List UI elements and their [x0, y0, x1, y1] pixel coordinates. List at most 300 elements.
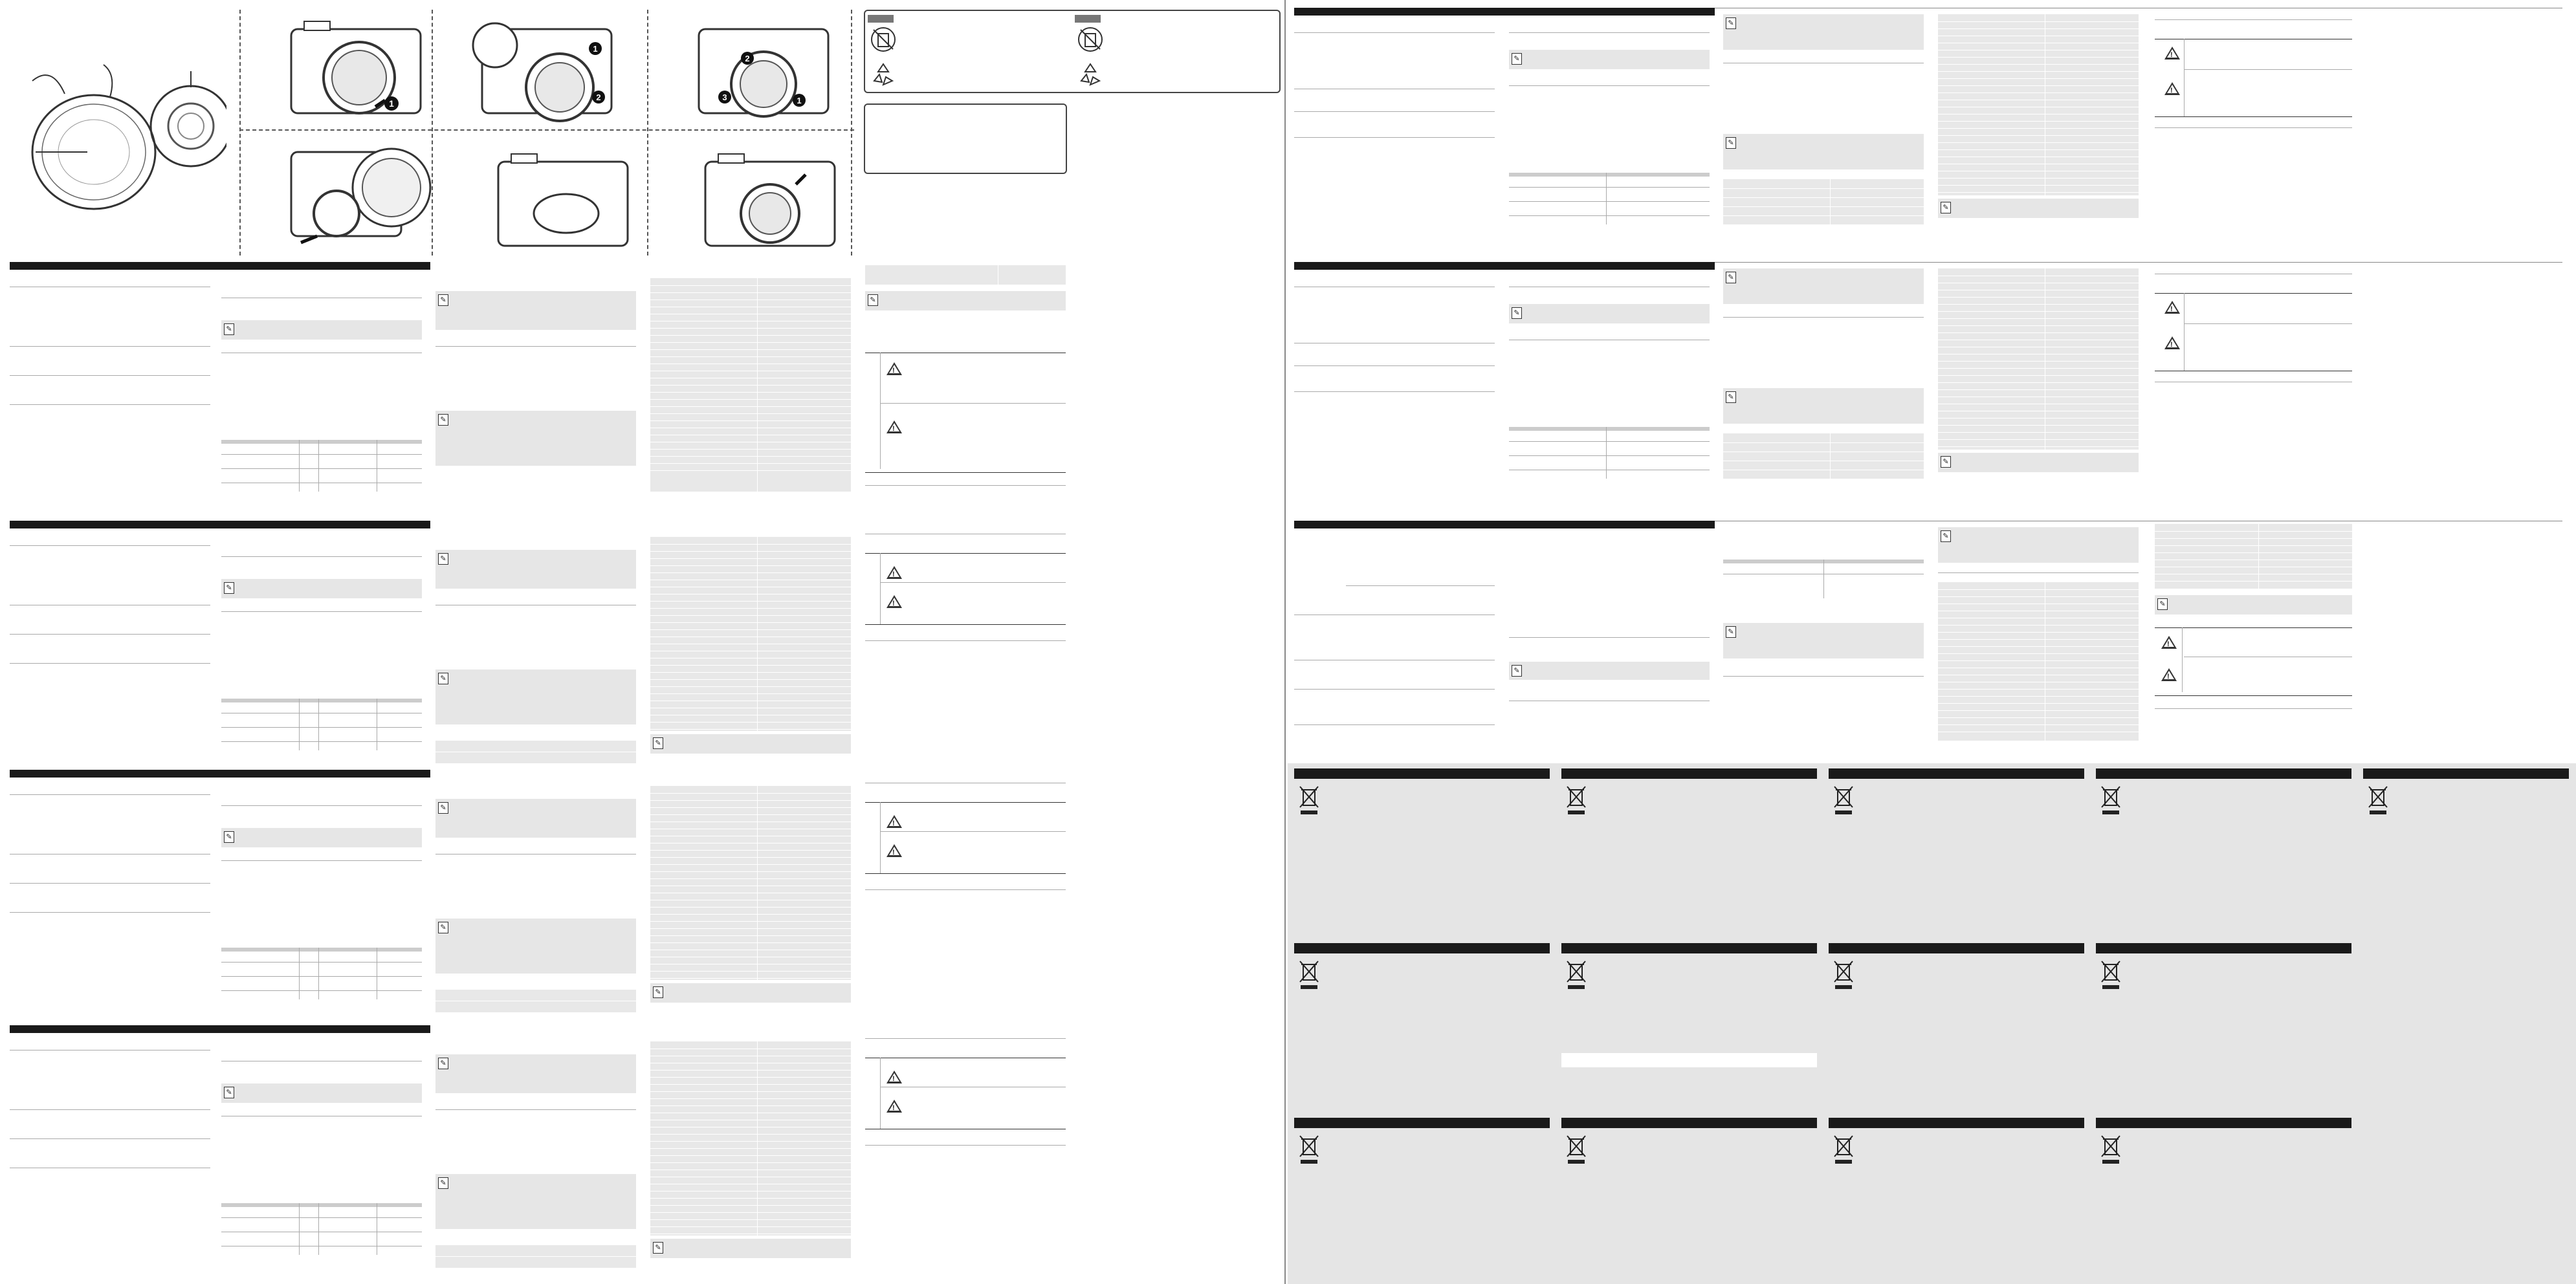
note-box — [1509, 662, 1710, 680]
text-rule — [1509, 32, 1710, 33]
text-rule — [1715, 262, 2562, 263]
table-row-rule — [650, 1162, 851, 1163]
warning-mark: ! — [2170, 87, 2173, 94]
text-rule — [865, 1145, 1066, 1146]
note-box — [221, 1083, 422, 1103]
table-row-rule — [650, 572, 851, 573]
table-row-rule — [1938, 703, 2139, 704]
table-row-rule — [1938, 689, 2139, 690]
note-box — [1723, 623, 1924, 658]
rule — [2155, 627, 2352, 628]
notice-header-bar — [1561, 943, 1817, 953]
text-rule — [10, 1109, 210, 1110]
table-row-rule — [650, 299, 851, 300]
table-row-rule — [650, 285, 851, 286]
table-row-rule — [650, 1077, 851, 1078]
warning-mark: ! — [892, 820, 895, 827]
section-header-bar — [10, 770, 430, 778]
table-row-rule — [1938, 332, 2139, 333]
table-row-rule — [1938, 64, 2139, 65]
text-rule — [1723, 317, 1924, 318]
table-row-rule — [1723, 215, 1924, 216]
text-rule — [880, 831, 1066, 832]
camera-step-illustration — [692, 149, 861, 259]
illustration-strip — [0, 0, 854, 257]
table-row-rule — [650, 1155, 851, 1156]
table-row-rule — [1938, 318, 2139, 319]
section-header-bar — [1294, 262, 1715, 270]
table-row-rule — [1938, 389, 2139, 390]
note-icon: ✎ — [653, 986, 663, 998]
table-row-rule — [650, 686, 851, 687]
note-box — [435, 291, 636, 330]
table-col-rule — [299, 1203, 300, 1255]
note-box — [435, 1174, 636, 1229]
table-row-rule — [650, 449, 851, 450]
language-section — [10, 770, 1281, 1016]
note-box — [2155, 595, 2352, 615]
spec-table — [650, 537, 851, 731]
table-row-rule — [650, 1219, 851, 1220]
text-rule — [435, 1109, 636, 1110]
note-box — [221, 579, 422, 598]
crossed-bin-icon — [1077, 25, 1103, 54]
table-row-rule — [1938, 149, 2139, 150]
table-row-rule — [650, 551, 851, 552]
text-rule — [221, 556, 422, 557]
table-row-rule — [1723, 442, 1924, 443]
crossed-bin-icon — [1298, 1134, 1320, 1165]
table-row-rule — [1938, 28, 2139, 29]
table-col-rule — [757, 278, 758, 492]
summary-table — [435, 1245, 636, 1268]
note-icon: ✎ — [438, 802, 448, 814]
table-col-rule — [880, 802, 881, 873]
table-row-rule — [1938, 382, 2139, 383]
note-icon: ✎ — [224, 582, 234, 594]
note-icon: ✎ — [1941, 456, 1951, 468]
note-box — [435, 411, 636, 466]
table-row-rule — [650, 413, 851, 414]
spec-table — [1938, 268, 2139, 450]
table-col-rule — [1606, 173, 1607, 224]
note-box — [435, 550, 636, 589]
section-header-bar — [10, 521, 430, 528]
text-rule — [865, 640, 1066, 641]
table-row-rule — [1938, 297, 2139, 298]
notice-header-bar — [1561, 1118, 1817, 1128]
table-row-rule — [650, 921, 851, 922]
text-rule — [10, 794, 210, 795]
language-section — [1294, 521, 2566, 754]
table-row-rule — [221, 1217, 422, 1218]
table-col-rule — [757, 1041, 758, 1235]
crossed-bin-icon — [2367, 785, 2389, 816]
text-rule — [2155, 708, 2352, 709]
table-row-rule — [1938, 375, 2139, 376]
table-row-rule — [1723, 197, 1924, 198]
table-row-rule — [1938, 432, 2139, 433]
section-header-bar — [1294, 8, 1715, 16]
camera-step-illustration — [485, 149, 654, 259]
table-row-rule — [1938, 589, 2139, 590]
table-row-rule — [1509, 187, 1710, 188]
table-header — [221, 440, 422, 444]
crossed-bin-icon — [1833, 1134, 1855, 1165]
rule — [865, 472, 1066, 473]
spec-table — [1723, 560, 1924, 598]
language-section — [10, 262, 1281, 508]
note-box — [435, 669, 636, 724]
table-row-rule — [1938, 311, 2139, 312]
rule — [2155, 116, 2352, 117]
text-rule — [2184, 69, 2352, 70]
crossed-bin-icon — [1565, 1134, 1587, 1165]
table-row-rule — [1938, 717, 2139, 718]
notice-header-bar — [1294, 943, 1550, 953]
table-row-rule — [2155, 531, 2352, 532]
table-row-rule — [650, 814, 851, 815]
table-row-rule — [1938, 142, 2139, 143]
spec-table — [221, 1203, 422, 1255]
text-rule — [1294, 689, 1495, 690]
table-row-rule — [650, 470, 851, 471]
table-row-rule — [650, 1198, 851, 1199]
table-row-rule — [650, 406, 851, 407]
blank-strip — [1561, 1053, 1817, 1067]
warning-mark: ! — [892, 367, 895, 375]
table-row-rule — [650, 1134, 851, 1135]
text-rule — [2184, 323, 2352, 324]
table-row-rule — [1938, 361, 2139, 362]
table-row-rule — [1938, 92, 2139, 93]
camera-step-illustration — [686, 16, 854, 126]
table-row-rule — [1723, 206, 1924, 207]
table-row-rule — [650, 942, 851, 943]
step-number: 1 — [593, 44, 598, 54]
text-rule — [10, 912, 210, 913]
note-icon: ✎ — [438, 673, 448, 684]
table-row-rule — [650, 558, 851, 559]
table-row-rule — [1938, 696, 2139, 697]
text-rule — [1294, 391, 1495, 392]
table-row-rule — [221, 976, 422, 977]
table-row-rule — [2155, 552, 2352, 553]
text-rule — [435, 346, 636, 347]
warning-mark: ! — [892, 849, 895, 856]
table-row-rule — [650, 565, 851, 566]
warning-mark: ! — [2170, 341, 2173, 349]
text-rule — [1938, 572, 2139, 573]
table-row-rule — [650, 800, 851, 801]
rule — [2155, 695, 2352, 696]
table-row-rule — [2155, 545, 2352, 546]
table-header — [1509, 427, 1710, 431]
notice-header-bar — [2096, 1118, 2351, 1128]
table-col-rule — [2184, 293, 2185, 371]
table-row-rule — [650, 385, 851, 386]
section-header-bar — [1294, 521, 1715, 528]
note-box — [1723, 388, 1924, 424]
table-row-rule — [650, 456, 851, 457]
text-rule — [2155, 127, 2352, 128]
table-row-rule — [650, 1212, 851, 1213]
table-row-rule — [1938, 121, 2139, 122]
text-rule — [865, 1038, 1066, 1039]
label-tab — [1075, 15, 1101, 23]
warning-mark: ! — [892, 571, 895, 578]
crossed-bin-icon — [1833, 785, 1855, 816]
note-icon: ✎ — [224, 831, 234, 843]
notice-header-bar — [1294, 768, 1550, 779]
spec-table — [1938, 14, 2139, 195]
table-row-rule — [650, 665, 851, 666]
table-row-rule — [1938, 596, 2139, 597]
table-row-rule — [435, 1256, 636, 1257]
note-icon: ✎ — [653, 737, 663, 749]
table-row-rule — [1938, 57, 2139, 58]
table-row-rule — [221, 741, 422, 742]
table-row-rule — [650, 335, 851, 336]
spec-table — [1938, 582, 2139, 741]
label-tab — [868, 15, 894, 23]
table-row-rule — [650, 1098, 851, 1099]
table-row-rule — [1938, 639, 2139, 640]
table-col-rule — [299, 699, 300, 750]
text-rule — [880, 403, 1066, 404]
table-row-rule — [1938, 185, 2139, 186]
divider — [239, 10, 241, 256]
text-rule — [10, 1138, 210, 1139]
table-col-rule — [757, 537, 758, 731]
notice-header-bar — [1829, 943, 2084, 953]
table-row-rule — [2155, 581, 2352, 582]
table-row-rule — [1938, 304, 2139, 305]
text-rule — [10, 663, 210, 664]
language-section — [10, 1025, 1281, 1271]
step-number: 1 — [389, 98, 394, 109]
text-rule — [10, 883, 210, 884]
table-row-rule — [650, 807, 851, 808]
lens-diagram — [6, 26, 226, 233]
note-box — [221, 320, 422, 340]
info-box — [864, 103, 1067, 174]
table-row-rule — [650, 1226, 851, 1227]
rule — [865, 802, 1066, 803]
table-row-rule — [650, 1141, 851, 1142]
table-col-rule — [2182, 627, 2183, 692]
table-row-rule — [1938, 325, 2139, 326]
note-icon: ✎ — [1726, 137, 1736, 149]
text-rule — [10, 545, 210, 546]
table-col-rule — [2184, 39, 2185, 116]
warning-mark: ! — [2167, 673, 2170, 680]
recycle-icon — [870, 61, 896, 87]
note-icon: ✎ — [438, 922, 448, 933]
disposal-column — [865, 11, 1066, 92]
warning-mark: ! — [2170, 51, 2173, 59]
table-row-rule — [1938, 128, 2139, 129]
table-row-rule — [1938, 724, 2139, 725]
table-row-rule — [650, 978, 851, 979]
table-col-rule — [318, 948, 319, 999]
text-rule — [1294, 365, 1495, 366]
table-col-rule — [299, 440, 300, 492]
table-row-rule — [650, 914, 851, 915]
table-header — [221, 948, 422, 952]
crossed-bin-icon — [2100, 959, 2122, 990]
note-box — [1509, 304, 1710, 323]
note-icon: ✎ — [438, 414, 448, 426]
table-col-rule — [1823, 560, 1824, 598]
table-row-rule — [1509, 201, 1710, 202]
language-section — [1294, 8, 2566, 254]
table-col-rule — [1830, 433, 1831, 479]
table-row-rule — [650, 544, 851, 545]
table-row-rule — [650, 693, 851, 694]
table-row-rule — [650, 928, 851, 929]
spec-table — [650, 1041, 851, 1235]
table-row-rule — [650, 793, 851, 794]
table-row-rule — [650, 935, 851, 936]
text-rule — [865, 889, 1066, 890]
text-rule — [221, 805, 422, 806]
table-row-rule — [1938, 625, 2139, 626]
text-rule — [1509, 85, 1710, 86]
note-box — [650, 734, 851, 754]
table-row-rule — [1938, 368, 2139, 369]
table-row-rule — [650, 729, 851, 730]
table-row-rule — [2155, 538, 2352, 539]
table-row-rule — [650, 463, 851, 464]
note-box — [1938, 527, 2139, 563]
table-row-rule — [1938, 418, 2139, 419]
warning-mark: ! — [2167, 640, 2170, 648]
spec-table — [1509, 173, 1710, 224]
table-row-rule — [1509, 455, 1710, 456]
table-row-rule — [650, 629, 851, 630]
table-col-rule — [880, 553, 881, 624]
table-row-rule — [221, 727, 422, 728]
table-row-rule — [650, 1084, 851, 1085]
step-number: 3 — [722, 92, 727, 102]
table-col-rule — [2258, 524, 2259, 589]
spec-table — [2155, 524, 2352, 589]
table-row-rule — [1509, 215, 1710, 216]
notice-header-bar — [1829, 768, 2084, 779]
table-row-rule — [650, 349, 851, 350]
disposal-notice-panel — [1288, 763, 2576, 1284]
warning-mark: ! — [892, 600, 895, 607]
table-row-rule — [650, 672, 851, 673]
spec-table — [221, 948, 422, 999]
table-row-rule — [650, 1070, 851, 1071]
table-row-rule — [1938, 85, 2139, 86]
table-row-rule — [1938, 71, 2139, 72]
note-box — [435, 799, 636, 838]
summary-table — [1723, 433, 1924, 479]
text-rule — [10, 375, 210, 376]
table-row-rule — [650, 857, 851, 858]
crossed-bin-icon — [1298, 785, 1320, 816]
note-icon: ✎ — [1726, 272, 1736, 283]
note-icon: ✎ — [438, 1177, 448, 1189]
note-box — [221, 828, 422, 847]
note-box — [1723, 268, 1924, 304]
note-box — [865, 291, 1066, 310]
table-row-rule — [1723, 188, 1924, 189]
note-icon: ✎ — [1512, 665, 1522, 677]
note-box — [650, 983, 851, 1003]
table-row-rule — [1938, 425, 2139, 426]
table-row-rule — [1938, 135, 2139, 136]
table-col-rule — [1606, 427, 1607, 479]
warning-mark: ! — [892, 425, 895, 433]
table-row-rule — [650, 399, 851, 400]
table-row-rule — [1938, 439, 2139, 440]
note-box — [650, 1239, 851, 1258]
table-row-rule — [1938, 192, 2139, 193]
table-col-rule — [757, 786, 758, 980]
step-number: 1 — [797, 96, 802, 105]
recycle-icon — [1077, 61, 1103, 87]
table-row-rule — [1938, 178, 2139, 179]
text-rule — [10, 634, 210, 635]
camera-step-illustration — [469, 16, 637, 126]
table-row-rule — [1938, 78, 2139, 79]
table-col-rule — [299, 948, 300, 999]
table-row-rule — [650, 1105, 851, 1106]
divider — [239, 129, 854, 131]
table-row-rule — [650, 1148, 851, 1149]
note-box — [1938, 199, 2139, 218]
note-icon: ✎ — [1512, 53, 1522, 65]
note-box — [435, 1054, 636, 1093]
table-col-rule — [318, 699, 319, 750]
note-icon: ✎ — [224, 1087, 234, 1098]
notice-header-bar — [1829, 1118, 2084, 1128]
text-rule — [10, 404, 210, 405]
notice-header-bar — [1561, 768, 1817, 779]
camera-step-illustration — [278, 16, 446, 126]
crossed-bin-icon — [1565, 785, 1587, 816]
notice-header-bar — [2096, 768, 2351, 779]
rule — [865, 873, 1066, 874]
text-rule — [1294, 32, 1495, 33]
table-row-rule — [650, 615, 851, 616]
table-col-rule — [318, 1203, 319, 1255]
table-row-rule — [650, 971, 851, 972]
table-row-rule — [650, 356, 851, 357]
note-box — [1723, 14, 1924, 50]
note-icon: ✎ — [1512, 307, 1522, 319]
warning-mark: ! — [2170, 305, 2173, 313]
table-row-rule — [650, 679, 851, 680]
table-row-rule — [1509, 441, 1710, 442]
summary-table — [865, 265, 1066, 285]
text-rule — [2155, 19, 2352, 20]
text-rule — [1509, 637, 1710, 638]
camera-step-illustration — [278, 139, 446, 249]
crossed-bin-icon — [2100, 1134, 2122, 1165]
text-rule — [865, 485, 1066, 486]
note-box — [435, 919, 636, 974]
crossed-bin-icon — [1565, 959, 1587, 990]
note-box — [1723, 134, 1924, 169]
note-box — [1938, 453, 2139, 472]
table-row-rule — [1938, 632, 2139, 633]
table-row-rule — [650, 850, 851, 851]
